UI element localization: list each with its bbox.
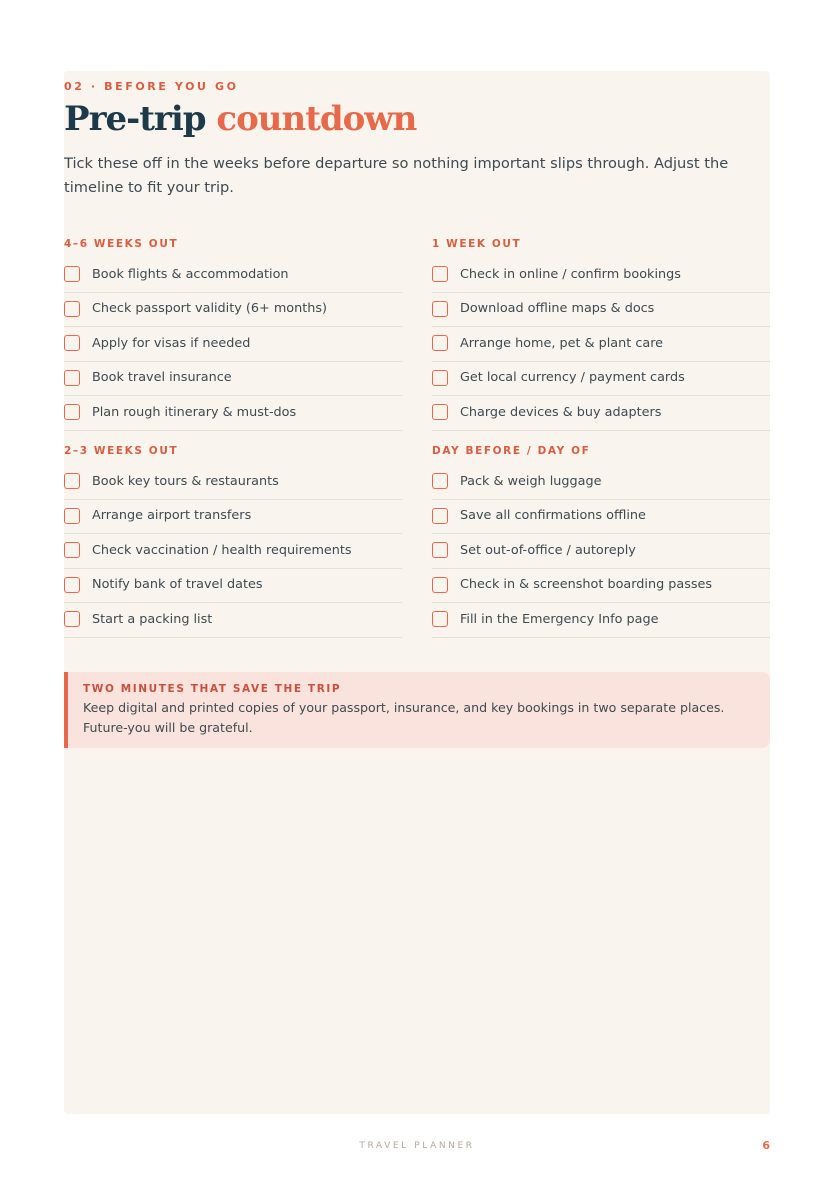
checklist-item-label: Save all confirmations offline (460, 508, 646, 524)
checklist-item-label: Check in online / confirm bookings (460, 266, 681, 282)
checkbox[interactable] (64, 577, 80, 593)
checklist-item-label: Plan rough itinerary & must-dos (92, 404, 297, 420)
checklist-item[interactable] (432, 327, 770, 362)
tip-callout (64, 672, 770, 748)
checkbox[interactable] (64, 370, 80, 386)
checklist-item-label: Apply for visas if needed (92, 335, 251, 351)
checkbox[interactable] (432, 335, 448, 351)
checklist-item[interactable] (64, 500, 402, 535)
checkbox[interactable] (432, 577, 448, 593)
section-heading: 2–3 WEEKS OUT (64, 445, 179, 457)
page-title-accent: countdown (216, 99, 417, 139)
checklist-item[interactable] (64, 293, 402, 328)
checklist-item[interactable] (64, 258, 402, 293)
section-heading: 1 WEEK OUT (432, 238, 522, 250)
checklist-section-1-week (432, 236, 770, 431)
checklist-item[interactable] (432, 293, 770, 328)
checklist-item[interactable] (432, 362, 770, 397)
checklist-item-label: Book key tours & restaurants (92, 473, 279, 489)
checklist-item-label: Book travel insurance (92, 370, 232, 386)
tip-title: TWO MINUTES THAT SAVE THE TRIP (83, 683, 342, 695)
checklist-item[interactable] (64, 327, 402, 362)
section-heading: DAY BEFORE / DAY OF (432, 445, 591, 457)
checklist-item[interactable] (432, 500, 770, 535)
checkbox[interactable] (432, 301, 448, 317)
checklist-item-label: Set out-of-office / autoreply (460, 542, 636, 558)
checklist-section-4-6-weeks (64, 236, 402, 431)
checkbox[interactable] (432, 473, 448, 489)
checklist-item-label: Book flights & accommodation (92, 266, 289, 282)
checklist-item-label: Start a packing list (92, 611, 213, 627)
page-title (64, 96, 416, 142)
checkbox[interactable] (64, 301, 80, 317)
checklist-item-label: Download offline maps & docs (460, 301, 655, 317)
checkbox[interactable] (64, 611, 80, 627)
page-number: 6 (762, 1139, 770, 1152)
checklist-item-label: Check passport validity (6+ months) (92, 301, 328, 317)
section-eyebrow: 02 · BEFORE YOU GO (64, 80, 239, 93)
checkbox[interactable] (432, 611, 448, 627)
checkbox[interactable] (432, 266, 448, 282)
checklist-item[interactable] (432, 258, 770, 293)
checklist-item[interactable] (64, 534, 402, 569)
checklist-item[interactable] (432, 465, 770, 500)
checklist-item[interactable] (432, 534, 770, 569)
checkbox[interactable] (64, 542, 80, 558)
checkbox[interactable] (432, 508, 448, 524)
checklist-item-label: Check in & screenshot boarding passes (460, 577, 713, 593)
checklist-item-label: Fill in the Emergency Info page (460, 611, 659, 627)
checklist-item[interactable] (432, 603, 770, 638)
checklist-item[interactable] (64, 396, 402, 431)
intro-text: Tick these off in the weeks before departure so nothing important slips through. Adjust the timeline to fit your trip. (64, 155, 729, 196)
checklist-item-label: Notify bank of travel dates (92, 577, 263, 593)
checklist-item[interactable] (432, 569, 770, 604)
checkbox[interactable] (64, 473, 80, 489)
checklist-item[interactable] (64, 465, 402, 500)
checklist-item[interactable] (64, 362, 402, 397)
checklist-section-day-before (432, 443, 770, 638)
checkbox[interactable] (64, 335, 80, 351)
page-title-main: Pre-trip (64, 99, 206, 139)
checklist-item-label: Arrange home, pet & plant care (460, 335, 664, 351)
checkbox[interactable] (64, 404, 80, 420)
section-heading: 4–6 WEEKS OUT (64, 238, 179, 250)
checkbox[interactable] (64, 266, 80, 282)
checkbox[interactable] (64, 508, 80, 524)
checklist-item[interactable] (64, 603, 402, 638)
checklist-item-label: Get local currency / payment cards (460, 370, 685, 386)
checkbox[interactable] (432, 370, 448, 386)
checkbox[interactable] (432, 404, 448, 420)
checklist-item-label: Arrange airport transfers (92, 508, 252, 524)
checklist-item[interactable] (64, 569, 402, 604)
checkbox[interactable] (432, 542, 448, 558)
checklist-item-label: Pack & weigh luggage (460, 473, 602, 489)
checklist-item-label: Charge devices & buy adapters (460, 404, 662, 420)
checklist-item[interactable] (432, 396, 770, 431)
checklist-item-label: Check vaccination / health requirements (92, 542, 352, 558)
footer-label: TRAVEL PLANNER (359, 1141, 475, 1151)
tip-text: Keep digital and printed copies of your passport, insurance, and key bookings in two separate places. Future-you will be grateful. (83, 700, 725, 735)
checklist-section-2-3-weeks (64, 443, 402, 638)
